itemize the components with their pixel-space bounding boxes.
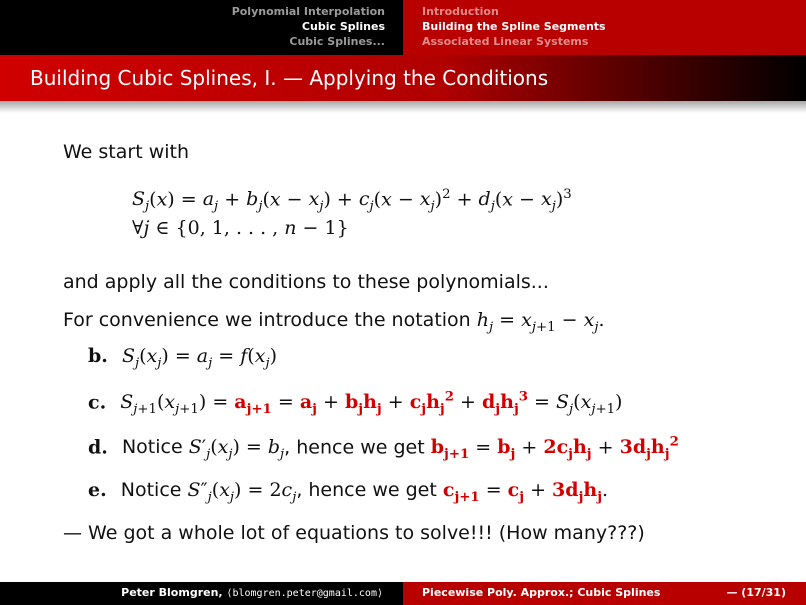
frame-title-bar: [0, 55, 806, 101]
nav-section-cubic-splines[interactable]: Cubic Splines: [301, 20, 385, 33]
item-e-notice: Notice: [120, 479, 182, 501]
item-e-hence: , hence we get: [296, 479, 437, 501]
subsection-nav: [422, 4, 606, 49]
item-c: [88, 390, 622, 417]
item-b-equation: $S_j(x_j) = a_j = f(x_j)$: [121, 345, 277, 371]
item-e-label: e.: [88, 479, 107, 501]
item-c-equation: $S_{j+1}(x_{j+1}) = a_{j+1} = a_j + b_jh_j + c_jh_j^2 + d_jh_j^3 = S_j(x_{j+1})$: [120, 390, 623, 418]
item-d-label: d.: [88, 436, 108, 459]
item-d-notice: Notice: [121, 436, 183, 459]
nav-section-cubic-splines-more[interactable]: Cubic Splines...: [289, 35, 385, 48]
equation-spline-definition: $S_j(x) = a_j + b_j(x - x_j) + c_j(x - x_j)^2 + d_j(x - x_j)^3$: [132, 187, 572, 215]
item-e-result: $c_{j+1} = c_j + 3d_jh_j$.: [442, 479, 609, 505]
item-c-label: c.: [88, 391, 107, 414]
item-b-label: b.: [88, 345, 108, 367]
footer-left: [0, 582, 403, 605]
nav-subsection-building-spline-segments[interactable]: Building the Spline Segments: [422, 20, 606, 33]
title-shadow: [0, 101, 806, 113]
footer-page-number: — (17/31): [726, 586, 786, 599]
nav-subsection-associated-linear-systems[interactable]: Associated Linear Systems: [422, 35, 589, 48]
footer-right: [403, 582, 806, 605]
nav-section-polynomial-interpolation[interactable]: Polynomial Interpolation: [231, 5, 385, 18]
notation-line: [63, 309, 604, 335]
author-email: ⟨blomgren.peter@gmail.com⟩: [226, 588, 383, 599]
equation-index-range: ∀j ∈ {0, 1, . . . , n − 1}: [132, 217, 349, 239]
notation-equation: $h_j = x_{j+1} - x_j$.: [476, 309, 605, 335]
footer-presentation-title: Piecewise Poly. Approx.; Cubic Splines: [422, 586, 661, 599]
item-d: [88, 435, 679, 462]
item-b: [88, 345, 277, 371]
intro-text: We start with: [63, 141, 190, 163]
header: [0, 0, 806, 55]
item-d-derivative: $S'_j(x_j) = b_j$: [188, 436, 285, 463]
notation-text: For convenience we introduce the notation: [63, 309, 471, 331]
nav-subsection-introduction[interactable]: Introduction: [422, 5, 499, 18]
item-e: [88, 479, 608, 505]
header-right-section: [403, 0, 806, 55]
section-nav: [232, 4, 385, 49]
item-e-derivative: $S''_j(x_j) = 2c_j$: [187, 479, 297, 505]
footer-author: [121, 586, 383, 599]
footer: [0, 582, 806, 605]
item-d-hence: , hence we get: [284, 436, 425, 459]
apply-conditions-text: and apply all the conditions to these polynomials...: [63, 271, 549, 293]
item-d-result: $b_{j+1} = b_j + 2c_jh_j + 3d_jh_j^2$: [430, 435, 679, 463]
author-name: Peter Blomgren,: [121, 586, 223, 599]
header-left-section: [0, 0, 403, 55]
closing-remark: — We got a whole lot of equations to solve!!! (How many???): [63, 522, 645, 544]
frame-title: Building Cubic Splines, I. — Applying the Conditions: [30, 66, 549, 90]
